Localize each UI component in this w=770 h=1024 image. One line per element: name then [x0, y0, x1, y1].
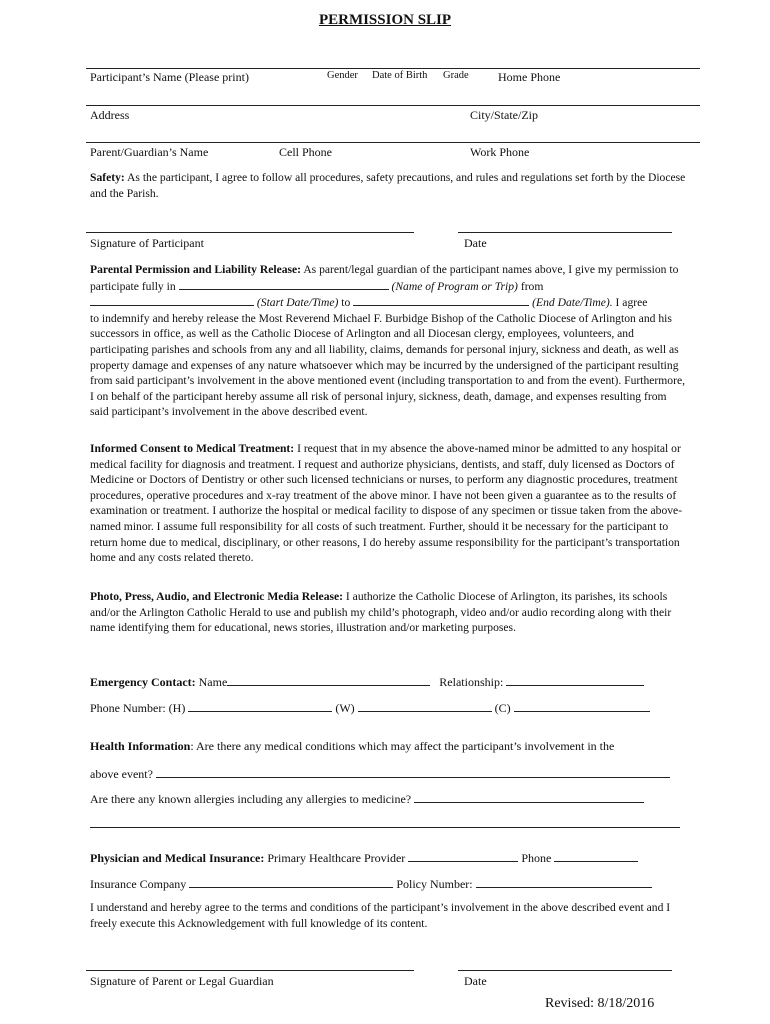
- participant-signature-line[interactable]: [86, 232, 414, 233]
- conditions-field[interactable]: [156, 766, 670, 778]
- health-question-2: [90, 791, 644, 807]
- gender-label: Gender: [327, 70, 358, 81]
- policy-field[interactable]: [476, 876, 652, 888]
- allergies-extra-line[interactable]: [90, 827, 680, 828]
- name-row-line[interactable]: [86, 68, 700, 69]
- parent-date-line[interactable]: [458, 970, 672, 971]
- start-date-field[interactable]: [90, 294, 254, 306]
- policy-label: Policy Number:: [396, 877, 473, 891]
- photo-text: I authorize the Catholic Diocese of Arlington, its parishes, its schools and/or the Arlington Catholic Herald to use and publish my child’s photograph, video and/or audio recording along with their name identifying them for educational, news stories, illustration and/or marketing purposes.: [90, 590, 672, 635]
- work-phone-label: (W): [335, 701, 355, 715]
- start-hint: (Start Date/Time): [256, 296, 339, 310]
- home-phone-label: Home Phone: [498, 70, 561, 84]
- program-hint: (Name of Program or Trip): [391, 279, 518, 293]
- program-name-field[interactable]: [179, 278, 389, 290]
- parental-intro: As parent/legal guardian of the participant names above, I give my permission to participate fully in: [90, 263, 679, 293]
- to-word: to: [341, 296, 351, 310]
- allergies-question: Are there any known allergies including any allergies to medicine?: [90, 792, 412, 806]
- medical-consent-section: [90, 441, 686, 566]
- health-q1-cont: above event?: [90, 767, 153, 781]
- emergency-contact-row: [90, 674, 644, 690]
- acknowledgement: I understand and hereby agree to the terms and conditions of the participant’s involvement in the above described event and I freely execute this Acknowledgement with full knowledge of its content.: [90, 901, 671, 930]
- emergency-heading: Emergency Contact:: [90, 675, 196, 689]
- health-q1-text: : Are there any medical conditions which may affect the participant’s involvement in the: [190, 739, 615, 753]
- parental-release-section: [90, 262, 686, 420]
- revision-date: Revised: 8/18/2016: [545, 996, 655, 1011]
- cell-phone-label: Cell Phone: [279, 145, 332, 159]
- participant-name-label: Participant’s Name (Please print): [90, 70, 249, 84]
- health-question-1: [90, 739, 614, 754]
- parent-signature-line[interactable]: [86, 970, 414, 971]
- parent-signature-label: Signature of Parent or Legal Guardian: [90, 974, 274, 988]
- cell-phone-label: (C): [494, 701, 511, 715]
- insurance-field[interactable]: [189, 876, 393, 888]
- work-phone-label: Work Phone: [470, 145, 530, 159]
- safety-section: [90, 170, 686, 201]
- relationship-field[interactable]: [506, 674, 644, 686]
- emergency-phone-row: [90, 700, 650, 716]
- insurance-label: Insurance Company: [90, 877, 187, 891]
- provider-phone-field[interactable]: [554, 850, 638, 862]
- participant-signature-label: Signature of Participant: [90, 236, 204, 250]
- home-phone-label: Phone Number: (H): [90, 701, 186, 715]
- address-label: Address: [90, 108, 130, 122]
- page-title: PERMISSION SLIP: [318, 12, 452, 28]
- photo-heading: Photo, Press, Audio, and Electronic Media Release:: [90, 590, 344, 603]
- provider-field[interactable]: [408, 850, 518, 862]
- physician-row: [90, 850, 638, 866]
- medical-text: I request that in my absence the above-named minor be admitted to any hospital or medical facility for diagnosis and treatment. I request and authorize physicians, dentists, and staff, duly licensed as Doctors of Medicine or Doctors of Dentistry or other such licensed technicians or nurses, to perform any diagnostic procedures, treatment procedures, operative procedures and x-ray treatment of the above minor. I have not been given a guarantee as to the results of examination or treatment. I authorize the hospital or medical facility to dispose of any specimen or tissue taken from the above-named minor. I assume full responsibility for all costs of such treatment. Further, should it be necessary for the participant to return home due to medical, disciplinary, or other reasons, I do hereby assume responsibility for the participant’s transportation home and any costs related thereto.: [90, 442, 683, 565]
- safety-heading: Safety:: [90, 171, 125, 184]
- parental-body: to indemnify and hereby release the Most Reverend Michael F. Burbidge Bishop of the Catholic Diocese of Arlington and his successors in office, as well as the Catholic Diocese of Arlington and all Diocesan clergy, employees, volunteers, and participating parishes and schools from any and all liability, claims, demands for personal injury, sickness and death, as well as property damage and expenses of any nature whatsoever which may be incurred by the undersigned of the participant resulting from said participant’s involvement in the above mentioned event (including transportation to and from the event). Furthermore, I on behalf of the participant hereby assume all risk of personal injury, sickness, death, damage, and expenses resulting from said participant’s involvement in the above described event.: [90, 311, 685, 419]
- media-release-section: [90, 589, 686, 636]
- end-date-field[interactable]: [353, 294, 529, 306]
- cell-phone-field[interactable]: [514, 700, 650, 712]
- city-state-zip-label: City/State/Zip: [470, 108, 538, 122]
- home-phone-field[interactable]: [188, 700, 332, 712]
- participant-date-label: Date: [464, 236, 487, 250]
- work-phone-field[interactable]: [358, 700, 492, 712]
- allergies-field[interactable]: [414, 791, 644, 803]
- participant-date-line[interactable]: [458, 232, 672, 233]
- from-word: from: [520, 279, 544, 293]
- health-heading: Health Information: [90, 739, 191, 753]
- dob-label: Date of Birth: [372, 70, 428, 81]
- address-row-line[interactable]: [86, 105, 700, 106]
- end-hint: (End Date/Time).: [532, 296, 613, 310]
- grade-label: Grade: [443, 70, 469, 81]
- parent-row-line[interactable]: [86, 142, 700, 143]
- provider-label: Primary Healthcare Provider: [267, 851, 406, 865]
- insurance-row: [90, 876, 652, 892]
- medical-heading: Informed Consent to Medical Treatment:: [90, 442, 295, 455]
- safety-text: As the participant, I agree to follow all procedures, safety precautions, and rules and regulations set forth by the Diocese and the Parish.: [90, 171, 686, 200]
- health-question-1-cont: [90, 766, 670, 782]
- relationship-label: Relationship:: [439, 675, 504, 689]
- parental-heading: Parental Permission and Liability Release:: [90, 263, 302, 276]
- physician-heading: Physician and Medical Insurance:: [90, 851, 265, 865]
- emergency-name-label: Name: [198, 675, 228, 689]
- parent-name-label: Parent/Guardian’s Name: [90, 145, 209, 159]
- emergency-name-field[interactable]: [227, 674, 430, 686]
- parent-date-label: Date: [464, 974, 487, 988]
- provider-phone-label: Phone: [521, 851, 552, 865]
- agree-word: I agree: [615, 296, 648, 310]
